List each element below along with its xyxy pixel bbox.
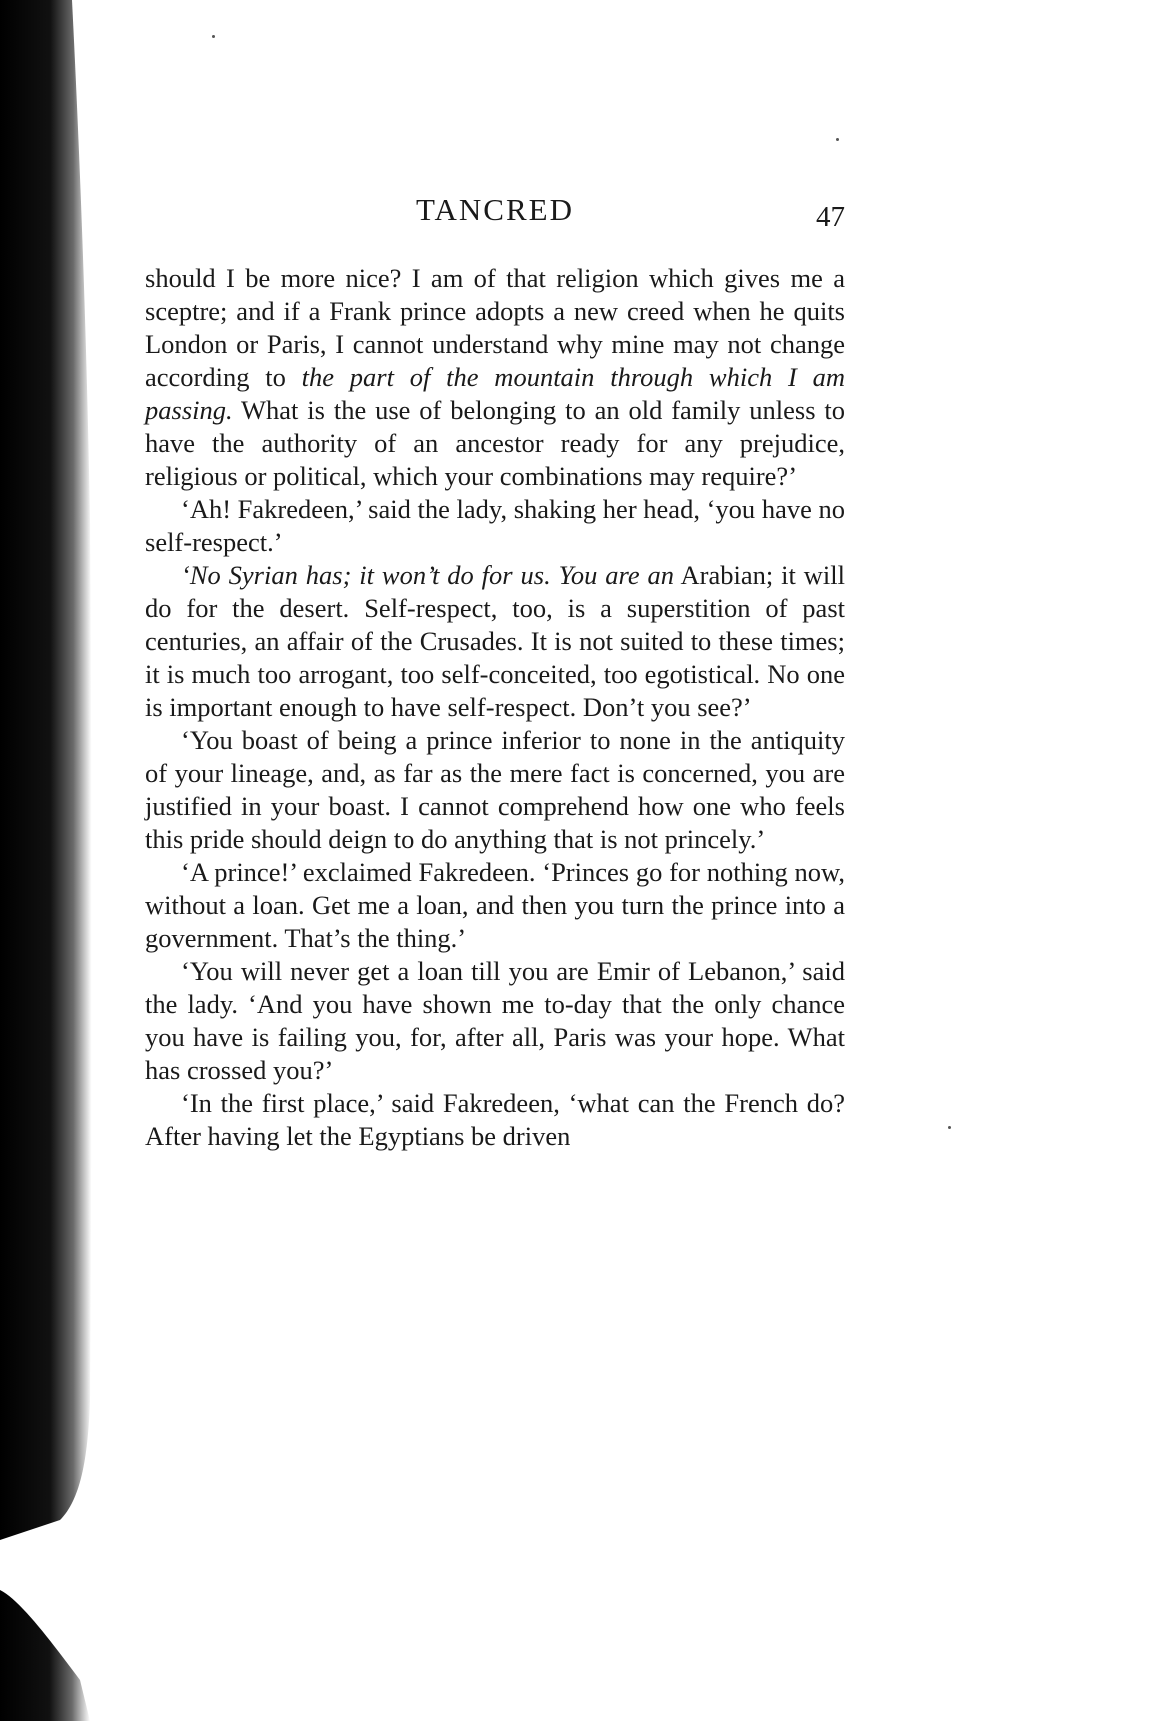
paragraph [145, 955, 845, 1087]
text-run: What is the use of belonging to an old family unless to have the authority of an ancestor ready for any prejudice, religious or political, which your combinations may require?’ [145, 395, 845, 491]
paragraph [145, 262, 845, 493]
running-title: TANCRED [416, 192, 574, 227]
text-run: Arabian; it will do for the desert. Self-respect, too, is a superstition of past centuries, an affair of the Crusades. It is not suited to these times; it is much too arrogant, too self-conceited, too egotistical. No one is important enough to have self-respect. Don’t you see?’ [145, 560, 845, 722]
paragraph [145, 724, 845, 856]
paragraph [145, 856, 845, 955]
paper-speck [836, 138, 839, 141]
paragraph [145, 1087, 845, 1153]
page-number: 47 [816, 201, 845, 233]
text-run: ‘You will never get a loan till you are Emir of Lebanon,’ said the lady. ‘And you have shown me to-day that the only chance you have is failing you, for, after all, Paris was your hope. What has crossed you?’ [145, 956, 845, 1085]
text-run: ‘In the first place,’ said Fakredeen, ‘what can the French do? After having let the Egyptians be driven [145, 1088, 845, 1151]
italic-text-run: ‘No Syrian has; it won’t do for us. You are an [181, 560, 675, 590]
text-run: ‘A prince!’ exclaimed Fakredeen. ‘Princes go for nothing now, without a loan. Get me a loan, and then you turn the prince into a government. That’s the thing.’ [145, 857, 845, 953]
book-binding-shadow [0, 0, 110, 1721]
paragraph [145, 559, 845, 724]
running-head [145, 192, 845, 232]
paragraph [145, 493, 845, 559]
paper-speck [212, 35, 215, 38]
body-text [145, 262, 845, 1153]
paper-speck [948, 1126, 951, 1129]
text-run: should I be more nice? I am of that religion which gives me a sceptre; and if a Frank prince adopts a new creed when he quits London or Paris, I cannot understand why mine may not change according to [145, 263, 845, 392]
text-run: ‘Ah! Fakredeen,’ said the lady, shaking her head, ‘you have no self-respect.’ [145, 494, 845, 557]
italic-text-run: the part of the mountain through which I am passing. [145, 362, 845, 425]
text-run: ‘You boast of being a prince inferior to none in the antiquity of your lineage, and, as far as the mere fact is concerned, you are justified in your boast. I cannot comprehend how one who feels this pride should deign to do anything that is not princely.’ [145, 725, 845, 854]
